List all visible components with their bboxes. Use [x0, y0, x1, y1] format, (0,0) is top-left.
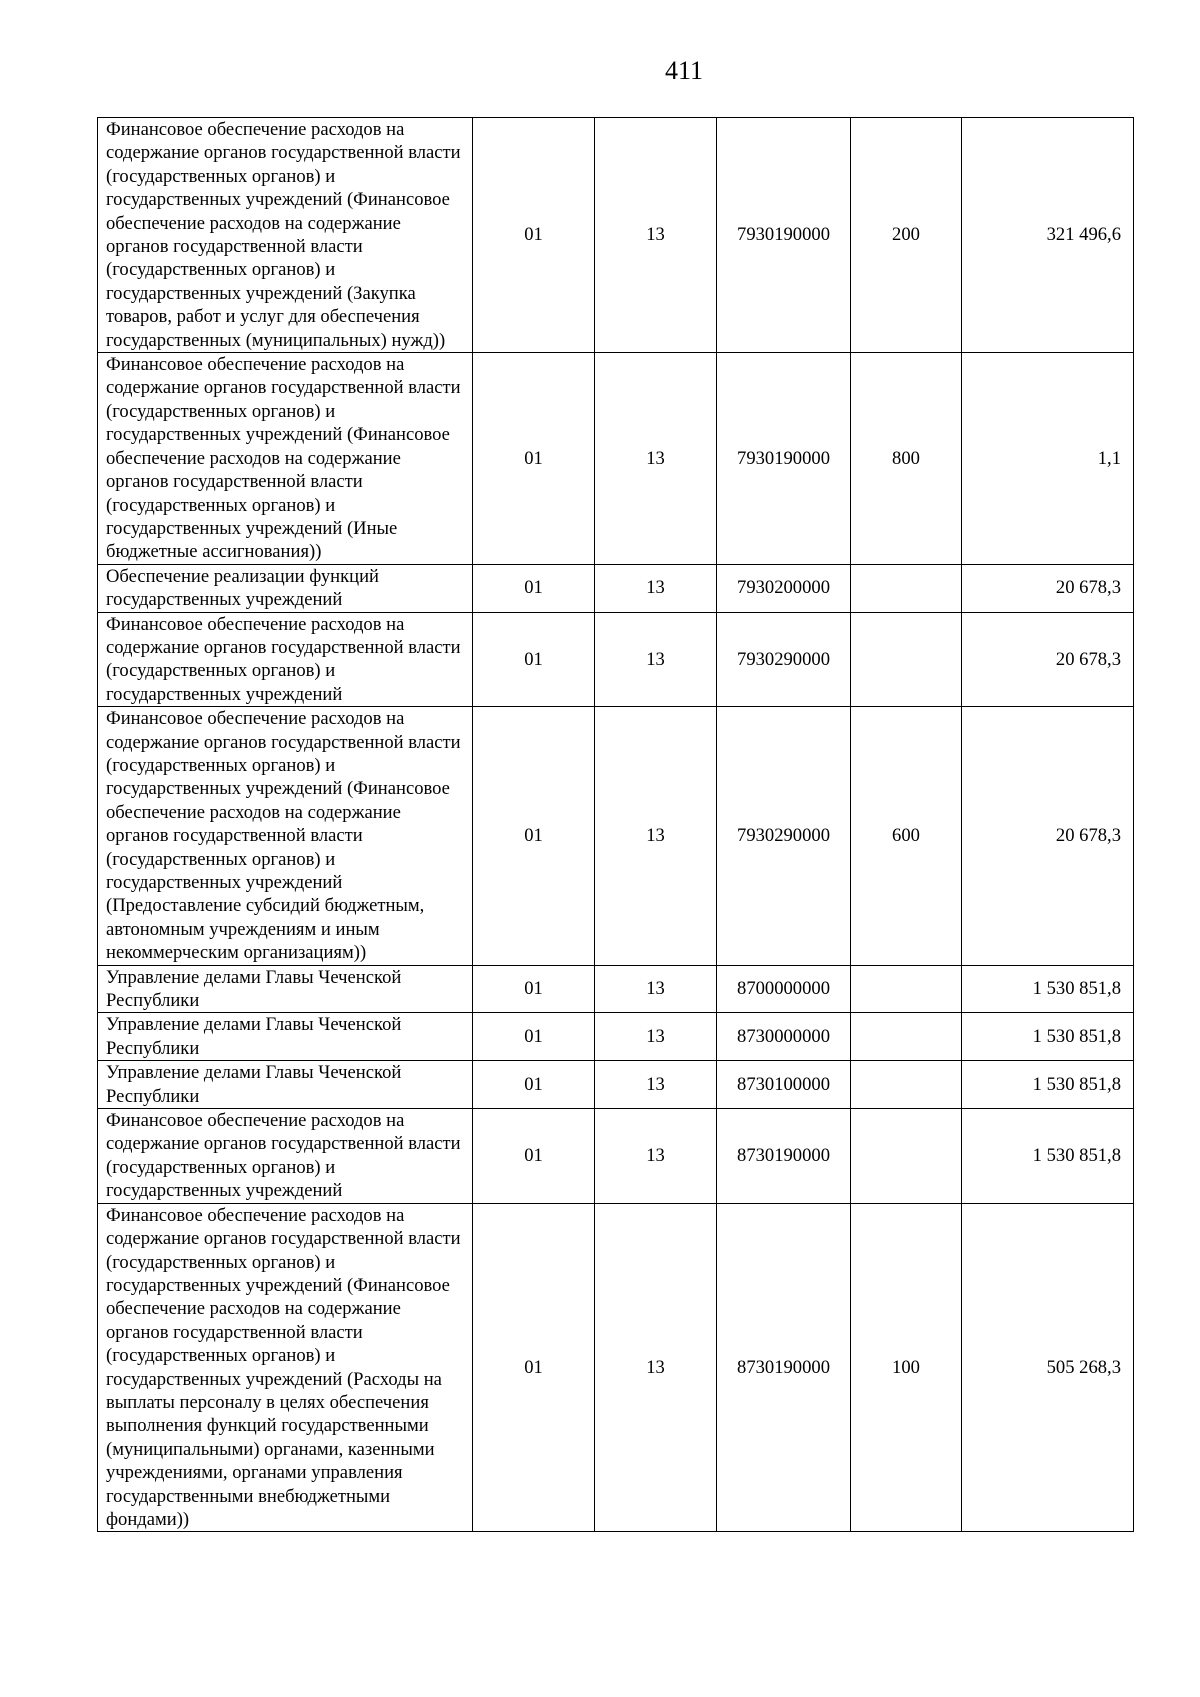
- expense-name-cell: Финансовое обеспечение расходов на содержание органов государственной власти (государственных органов) и государственных учреждений: [98, 1109, 473, 1204]
- subsection-code-cell: 13: [595, 707, 717, 965]
- expense-name-cell: Финансовое обеспечение расходов на содержание органов государственной власти (государственных органов) и государственных учреждений: [98, 612, 473, 707]
- expense-type-cell: [851, 1109, 962, 1204]
- section-code-cell: 01: [473, 1061, 595, 1109]
- expense-type-cell: [851, 564, 962, 612]
- amount-cell: 321 496,6: [962, 118, 1134, 353]
- amount-cell: 20 678,3: [962, 707, 1134, 965]
- subsection-code-cell: 13: [595, 1109, 717, 1204]
- expense-name-cell: Финансовое обеспечение расходов на содержание органов государственной власти (государственных органов) и государственных учреждений (Финансовое обеспечение расходов на содержание органов государственной власти (государственных органов) и государственных учреждений (Предоставление субсидий бюджетным, автономным учреждениям и иным некоммерческим организациям)): [98, 707, 473, 965]
- table-row: [98, 612, 1134, 707]
- expense-name-cell: Управление делами Главы Чеченской Республики: [98, 1013, 473, 1061]
- table-row: [98, 353, 1134, 565]
- subsection-code-cell: 13: [595, 612, 717, 707]
- target-article-cell: 8730000000: [717, 1013, 851, 1061]
- expense-type-cell: [851, 1013, 962, 1061]
- expense-type-cell: [851, 612, 962, 707]
- budget-table-body: [98, 118, 1134, 1532]
- budget-table: [97, 117, 1134, 1532]
- table-row: [98, 965, 1134, 1013]
- section-code-cell: 01: [473, 965, 595, 1013]
- expense-type-cell: [851, 965, 962, 1013]
- amount-cell: 1 530 851,8: [962, 965, 1134, 1013]
- subsection-code-cell: 13: [595, 353, 717, 565]
- target-article-cell: 7930290000: [717, 612, 851, 707]
- amount-cell: 1 530 851,8: [962, 1061, 1134, 1109]
- target-article-cell: 8730190000: [717, 1203, 851, 1532]
- target-article-cell: 7930200000: [717, 564, 851, 612]
- target-article-cell: 7930190000: [717, 118, 851, 353]
- amount-cell: 505 268,3: [962, 1203, 1134, 1532]
- subsection-code-cell: 13: [595, 965, 717, 1013]
- table-row: [98, 1013, 1134, 1061]
- section-code-cell: 01: [473, 1013, 595, 1061]
- subsection-code-cell: 13: [595, 1203, 717, 1532]
- section-code-cell: 01: [473, 353, 595, 565]
- section-code-cell: 01: [473, 707, 595, 965]
- table-row: [98, 1061, 1134, 1109]
- target-article-cell: 7930190000: [717, 353, 851, 565]
- target-article-cell: 8730100000: [717, 1061, 851, 1109]
- subsection-code-cell: 13: [595, 564, 717, 612]
- target-article-cell: 8730190000: [717, 1109, 851, 1204]
- section-code-cell: 01: [473, 1109, 595, 1204]
- subsection-code-cell: 13: [595, 118, 717, 353]
- expense-name-cell: Финансовое обеспечение расходов на содержание органов государственной власти (государственных органов) и государственных учреждений (Финансовое обеспечение расходов на содержание органов государственной власти (государственных органов) и государственных учреждений (Иные бюджетные ассигнования)): [98, 353, 473, 565]
- expense-type-cell: 600: [851, 707, 962, 965]
- section-code-cell: 01: [473, 564, 595, 612]
- amount-cell: 20 678,3: [962, 564, 1134, 612]
- expense-type-cell: 100: [851, 1203, 962, 1532]
- subsection-code-cell: 13: [595, 1013, 717, 1061]
- table-row: [98, 707, 1134, 965]
- expense-name-cell: Обеспечение реализации функций государственных учреждений: [98, 564, 473, 612]
- target-article-cell: 8700000000: [717, 965, 851, 1013]
- amount-cell: 1 530 851,8: [962, 1013, 1134, 1061]
- expense-name-cell: Управление делами Главы Чеченской Республики: [98, 965, 473, 1013]
- table-row: [98, 1203, 1134, 1532]
- expense-type-cell: [851, 1061, 962, 1109]
- table-row: [98, 564, 1134, 612]
- section-code-cell: 01: [473, 1203, 595, 1532]
- expense-type-cell: 200: [851, 118, 962, 353]
- subsection-code-cell: 13: [595, 1061, 717, 1109]
- table-row: [98, 1109, 1134, 1204]
- section-code-cell: 01: [473, 612, 595, 707]
- target-article-cell: 7930290000: [717, 707, 851, 965]
- amount-cell: 20 678,3: [962, 612, 1134, 707]
- expense-name-cell: Финансовое обеспечение расходов на содержание органов государственной власти (государственных органов) и государственных учреждений (Финансовое обеспечение расходов на содержание органов государственной власти (государственных органов) и государственных учреждений (Расходы на выплаты персоналу в целях обеспечения выполнения функций государственными (муниципальными) органами, казенными учреждениями, органами управления государственными внебюджетными фондами)): [98, 1203, 473, 1532]
- amount-cell: 1 530 851,8: [962, 1109, 1134, 1204]
- table-row: [98, 118, 1134, 353]
- expense-type-cell: 800: [851, 353, 962, 565]
- page-number: 411: [664, 56, 704, 85]
- amount-cell: 1,1: [962, 353, 1134, 565]
- expense-name-cell: Управление делами Главы Чеченской Республики: [98, 1061, 473, 1109]
- expense-name-cell: Финансовое обеспечение расходов на содержание органов государственной власти (государственных органов) и государственных учреждений (Финансовое обеспечение расходов на содержание органов государственной власти (государственных органов) и государственных учреждений (Закупка товаров, работ и услуг для обеспечения государственных (муниципальных) нужд)): [98, 118, 473, 353]
- section-code-cell: 01: [473, 118, 595, 353]
